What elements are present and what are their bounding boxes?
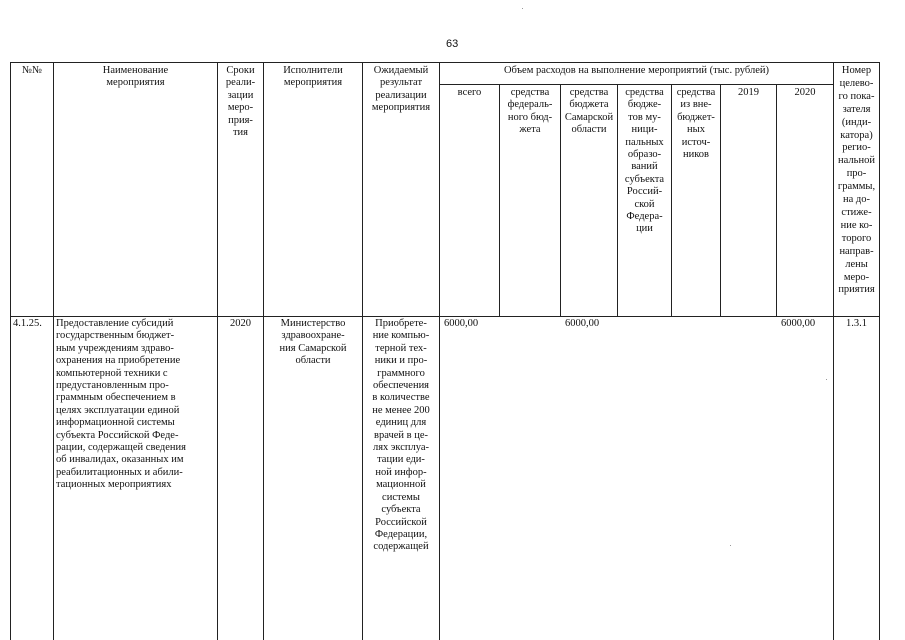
col-border [53,62,54,640]
page-number: 63 [446,38,459,50]
col-border [10,62,11,640]
row-indicator: 1.3.1 [846,318,867,329]
table-top-border [10,62,879,63]
header-result: Ожидаемый результат реализации мероприятия [371,65,431,114]
subcol-border [776,84,777,316]
header-indicator: Номер целево- го пока- зателя (инди- катора) регио- нальной про- граммы, на до- стиже- ние ко- торого направ- лены меро- приятия [837,65,876,296]
col-border [879,62,880,640]
row-executor: Министерство здравоохране- ния Самарской области [279,318,347,367]
row-total: 6000,00 [444,318,479,329]
header-federal: средства федераль- ного бюд- жета [507,87,553,136]
header-bottom-border [10,316,879,317]
header-name: Наименование мероприятия [102,65,169,89]
row-term: 2020 [230,318,251,329]
col-border [439,62,440,640]
header-executors: Исполнители мероприятия [283,65,343,89]
subcol-border [720,84,721,316]
scan-speck [826,379,827,380]
header-volume-group: Объем расходов на выполнение мероприятий (тыс. рублей) [503,65,770,76]
scan-speck [522,8,523,9]
header-regional: средства бюджета Самарской области [564,87,614,136]
col-border [217,62,218,640]
row-result: Приобрете- ние компью- терной тех- ники и про- граммного обеспечения в количестве не менее 200 единиц для врачей в це- лях эксплуа- тации еди- ной инфор- мационной системы субъекта Российской Федерации, содержащей [372,318,430,553]
header-terms: Сроки реали- зации меро- прия- тия [225,65,256,139]
header-2019: 2019 [738,87,759,98]
row-name: Предоставление субсидий государственным бюджет- ным учреждениям здраво- охранения на приобретение компьютерной техники с предустановленным про- граммным обеспечением в целях эксплуатации единой информационной системы субъекта Российской Феде- рации, содержащей сведения об инвалидах, оказанных им реабилитационных и абили- тационных мероприятиях [56,318,186,491]
row-2020: 6000,00 [781,318,816,329]
header-total: всего [457,87,482,98]
scan-speck [730,545,731,546]
header-2020: 2020 [794,87,816,98]
row-num: 4.1.25. [13,318,42,329]
row-regional: 6000,00 [565,318,600,329]
header-num: №№ [21,65,43,76]
header-municipal: средства бюдже- тов му- ници- пальных образо- ваний субъекта Россий- ской Федера- ции [624,87,665,235]
header-extra: средства из вне- бюджет- ных источ- ников [676,87,716,161]
